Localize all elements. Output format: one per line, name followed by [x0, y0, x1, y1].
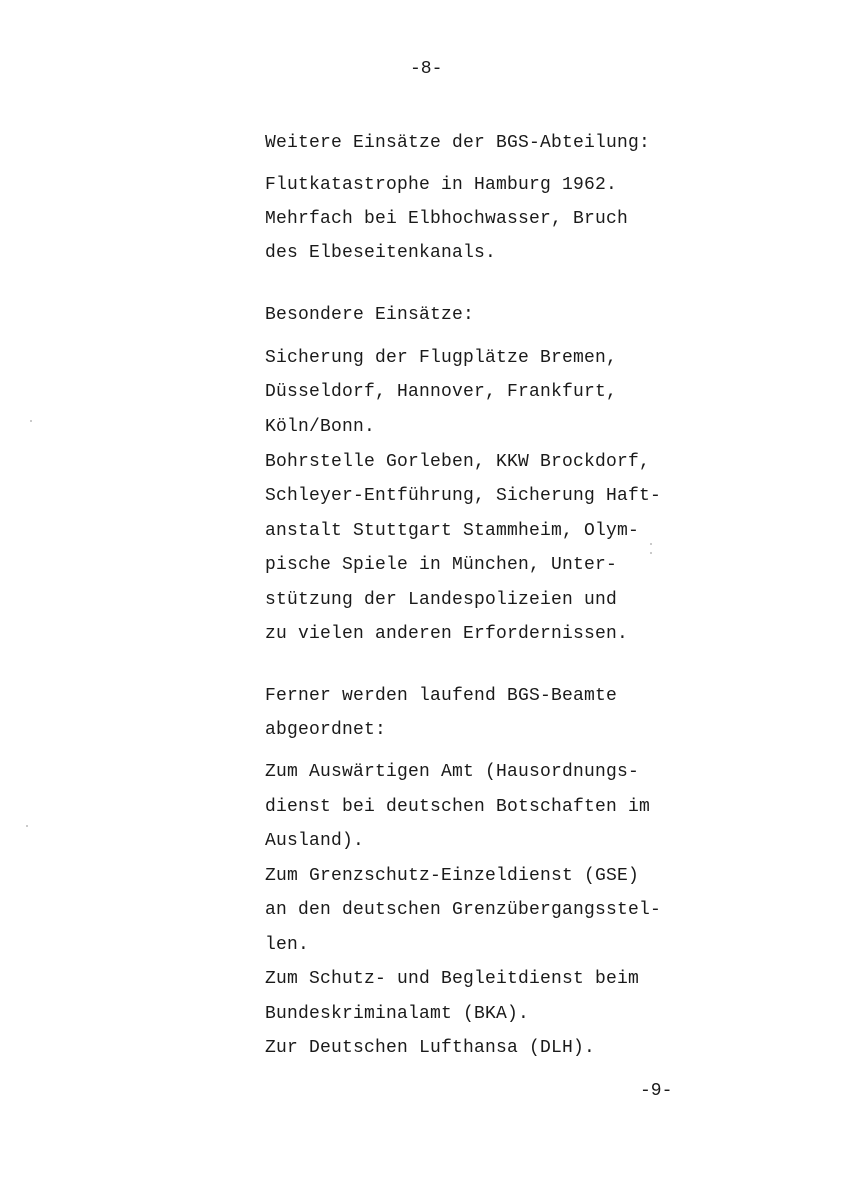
text-line: Bundeskriminalamt (BKA). [265, 1004, 530, 1024]
text-line: Ausland). [265, 831, 365, 851]
page-number-bottom: -9- [640, 1081, 673, 1101]
text-line: Sicherung der Flugplätze Bremen, [265, 348, 618, 368]
scan-speck [650, 543, 652, 545]
text-line: an den deutschen Grenzübergangsstel- [265, 900, 662, 920]
text-line: des Elbeseitenkanals. [265, 243, 497, 263]
text-line: Zum Schutz- und Begleitdienst beim [265, 969, 640, 989]
scan-speck [30, 420, 32, 422]
text-line: Zum Auswärtigen Amt (Hausordnungs- [265, 762, 640, 782]
text-line: Mehrfach bei Elbhochwasser, Bruch [265, 209, 629, 229]
page-number-top: -8- [410, 59, 443, 79]
section-heading-seconded-officers: Ferner werden laufend BGS-Beamte [265, 686, 618, 706]
text-line: Köln/Bonn. [265, 417, 376, 437]
text-line: Flutkatastrophe in Hamburg 1962. [265, 175, 618, 195]
text-line: dienst bei deutschen Botschaften im [265, 797, 651, 817]
text-line: len. [265, 935, 310, 955]
text-line: anstalt Stuttgart Stammheim, Olym- [265, 521, 640, 541]
section-heading-further-deployments: Weitere Einsätze der BGS-Abteilung: [265, 133, 651, 153]
text-line: pische Spiele in München, Unter- [265, 555, 618, 575]
text-line: Schleyer-Entführung, Sicherung Haft- [265, 486, 662, 506]
section-heading-special-deployments: Besondere Einsätze: [265, 305, 475, 325]
text-line: zu vielen anderen Erfordernissen. [265, 624, 629, 644]
text-line: Bohrstelle Gorleben, KKW Brockdorf, [265, 452, 651, 472]
text-line: stützung der Landespolizeien und [265, 590, 618, 610]
text-line: Zum Grenzschutz-Einzeldienst (GSE) [265, 866, 640, 886]
text-line: abgeordnet: [265, 720, 387, 740]
scan-speck [650, 552, 652, 554]
text-line: Zur Deutschen Lufthansa (DLH). [265, 1038, 596, 1058]
scan-speck [26, 825, 28, 827]
text-line: Düsseldorf, Hannover, Frankfurt, [265, 382, 618, 402]
